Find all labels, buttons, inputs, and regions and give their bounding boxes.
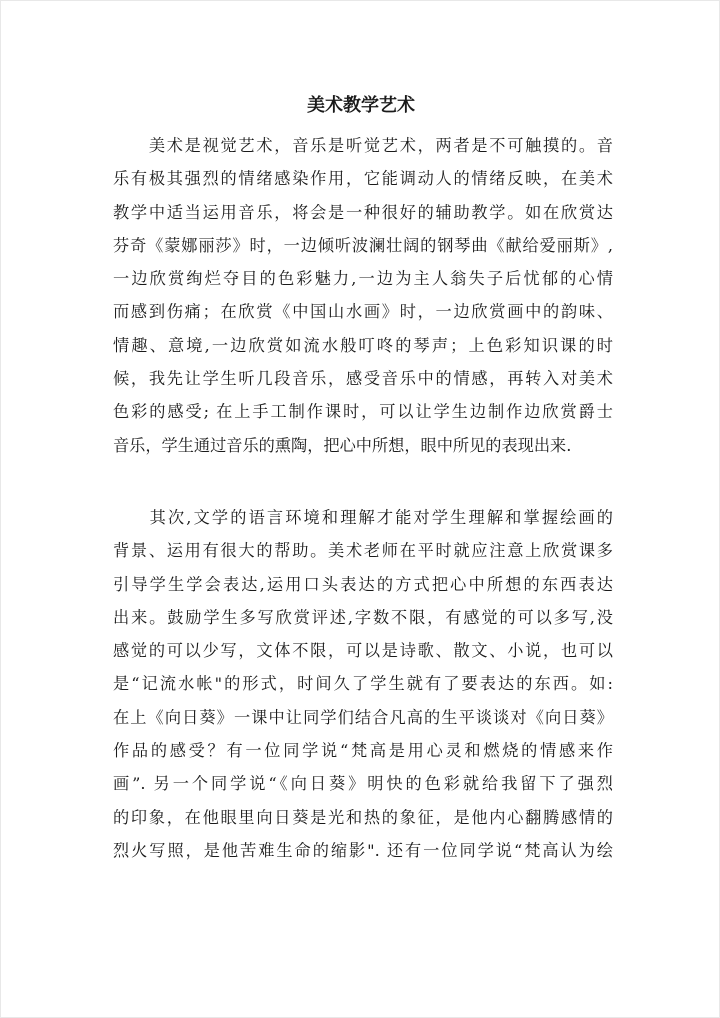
document-title: 美术教学艺术: [307, 95, 415, 116]
text-line: 画”. 另一个同学说“《向日葵》明快的色彩就给我留下了强烈: [113, 774, 613, 794]
text-line: 一边欣赏绚烂夺目的色彩魅力,一边为主人翁失子后忧郁的心情: [113, 269, 613, 289]
text-line: 作品的感受？有一位同学说“梵高是用心灵和燃烧的情感来作: [113, 741, 613, 761]
paragraph-2: [113, 501, 613, 867]
text-line: 感觉的可以少写，文体不限，可以是诗歌、散文、小说，也可以: [113, 641, 613, 661]
text-line: 其次,文学的语言环境和理解才能对学生理解和掌握绘画的: [113, 508, 613, 527]
text-line: 而感到伤痛；在欣赏《中国山水画》时，一边欣赏画中的韵味、: [113, 302, 613, 322]
text-line: 情趣、意境,一边欣赏如流水般叮咚的琴声；上色彩知识课的时: [113, 335, 613, 355]
text-line: 芬奇《蒙娜丽莎》时，一边倾听波澜壮阔的钢琴曲《献给爱丽斯》,: [113, 235, 613, 255]
text-line: 是“记流水帐"的形式，时间久了学生就有了要表达的东西。如:: [113, 674, 613, 694]
text-line: 美术是视觉艺术，音乐是听觉艺术，两者是不可触摸的。音: [113, 136, 613, 155]
text-line: 音乐，学生通过音乐的熏陶，把心中所想，眼中所见的表现出来.: [113, 435, 572, 455]
text-line: 背景、运用有很大的帮助。美术老师在平时就应注意上欣赏课多: [113, 541, 613, 561]
text-line: 的印象，在他眼里向日葵是光和热的象征，是他内心翻腾感情的: [113, 807, 613, 827]
text-line: 乐有极其强烈的情绪感染作用，它能调动人的情绪反映，在美术: [113, 169, 613, 189]
text-line: 出来。鼓励学生多写欣赏评述,字数不限，有感觉的可以多写,没: [113, 607, 613, 627]
text-line: 候，我先让学生听几段音乐，感受音乐中的情感，再转入对美术: [113, 369, 613, 389]
text-line: 在上《向日葵》一课中让同学们结合凡高的生平谈谈对《向日葵》: [113, 707, 613, 727]
text-line: 色彩的感受; 在上手工制作课时，可以让学生边制作边欣赏爵士: [113, 402, 613, 422]
text-line: 烈火写照，是他苦难生命的缩影". 还有一位同学说“梵高认为绘: [113, 840, 613, 860]
text-line: 引导学生学会表达,运用口头表达的方式把心中所想的东西表达: [113, 574, 613, 594]
text-line: 教学中适当运用音乐，将会是一种很好的辅助教学。如在欣赏达: [113, 202, 613, 222]
paragraph-1: [113, 129, 613, 462]
